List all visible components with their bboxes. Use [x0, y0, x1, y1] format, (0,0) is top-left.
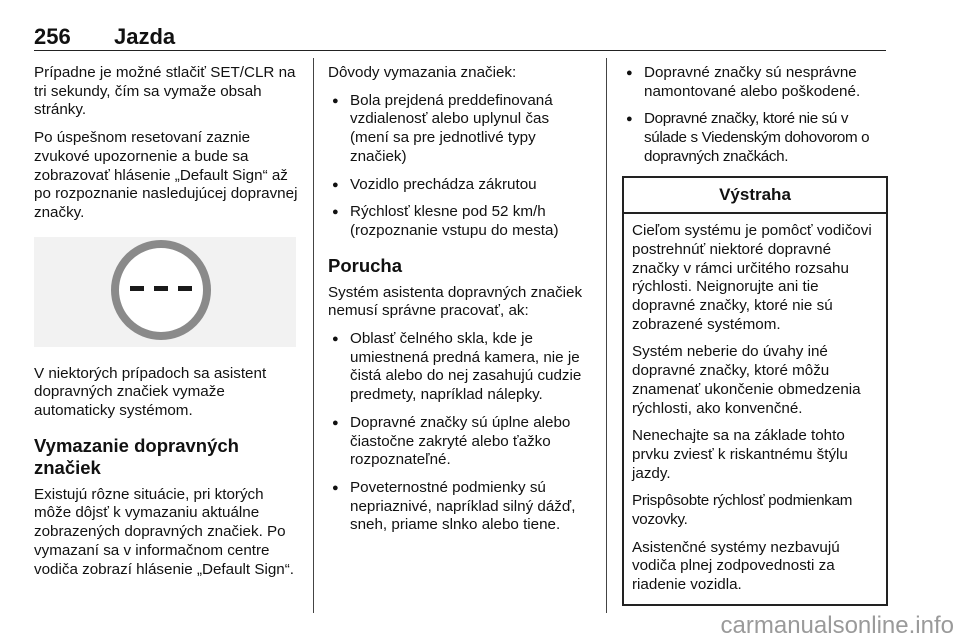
- faults-list-continued: [622, 64, 888, 167]
- column-divider-1: [313, 58, 314, 613]
- warning-body: [624, 214, 886, 595]
- default-sign-figure: [34, 237, 296, 347]
- warning-paragraph: Systém neberie do úvahy iné dopravné značky, ktoré môžu znamenať ukončenie obmedzenia rýchlosti, ako konvenčné.: [632, 343, 861, 417]
- page-header: [34, 20, 886, 50]
- faults-list: [328, 330, 590, 535]
- column-1: [34, 64, 302, 588]
- paragraph-auto-clear: V niektorých prípadoch sa asistent dopravných značiek vymaže automaticky systémom.: [34, 364, 267, 420]
- paragraph-fault-intro: Systém asistenta dopravných značiek nemusí správne pracovať, ak:: [328, 283, 583, 320]
- warning-paragraph: Asistenčné systémy nezbavujú vodiča plnej zodpovednosti za riadenie vozidla.: [632, 538, 840, 594]
- heading-fault: Porucha: [328, 254, 403, 276]
- reasons-list: [328, 92, 590, 241]
- column-3: [622, 64, 888, 606]
- list-item: ● Vozidlo prechádza zákrutou: [328, 176, 590, 195]
- warning-paragraph: Cieľom systému je pomôcť vodičovi postrehnúť niektoré dopravné značky v rámci určitého rozsahu rýchlosti. Neignorujte ani tie dopravné značky, ktoré nie sú zobrazené systémom.: [632, 222, 872, 333]
- chapter-title: Jazda: [114, 24, 176, 49]
- paragraph-reset: Po úspešnom resetovaní zaznie zvukové upozornenie a bude sa zobrazovať hlásenie „Default Sign“ až po rozpoznanie nasledujúcej dopravnej značky.: [34, 129, 298, 221]
- warning-paragraph: Nenechajte sa na základe tohto prvku zviesť k riskantnému štýlu jazdy.: [632, 427, 848, 482]
- list-item: ● Poveternostné podmienky sú nepriaznivé, napríklad silný dážď, sneh, priame slnko alebo tiene.: [328, 479, 590, 535]
- paragraph-clear-situations: Existujú rôzne situácie, pri ktorých môže dôjsť k vymazaniu aktuálne zobrazených dopravných značiek. Po vymazaní sa v informačnom centre vodiča zobrazí hlásenie „Default Sign“.: [34, 485, 295, 578]
- list-item: ● Dopravné značky sú nesprávne namontované alebo poškodené.: [622, 64, 888, 101]
- paragraph-reasons-intro: Dôvody vymazania značiek:: [328, 64, 517, 81]
- list-item: ● Rýchlosť klesne pod 52 km/h (rozpoznanie vstupu do mesta): [328, 203, 590, 240]
- column-divider-2: [606, 58, 607, 613]
- paragraph-set-clr: Prípadne je možné stlačiť SET/CLR na tri sekundy, čím sa vymaže obsah stránky.: [34, 64, 296, 119]
- column-2: [328, 64, 590, 544]
- page-number: 256: [34, 24, 71, 49]
- warning-box: [622, 176, 888, 606]
- default-sign-icon: [34, 237, 296, 347]
- list-item: ● Dopravné značky sú úplne alebo čiastočne zakryté alebo ťažko rozpoznateľné.: [328, 414, 590, 470]
- header-rule: [34, 50, 886, 51]
- heading-clear-signs: Vymazanie dopravných značiek: [34, 434, 239, 478]
- watermark: carmanualsonline.info: [720, 612, 954, 639]
- warning-paragraph: Prispôsobte rýchlosť podmienkam vozovky.: [632, 492, 853, 529]
- list-item: ● Oblasť čelného skla, kde je umiestnená predná kamera, nie je čistá alebo do nej zasahujú cudzie predmety, napríklad nálepky.: [328, 330, 590, 405]
- warning-title: Výstraha: [624, 178, 886, 215]
- list-item: ● Dopravné značky, ktoré nie sú v súlade s Viedenským dohovorom o dopravných značkách.: [622, 110, 888, 166]
- list-item: ● Bola prejdená preddefinovaná vzdialenosť alebo uplynul čas (mení sa pre jednotlivé typy značiek): [328, 92, 590, 167]
